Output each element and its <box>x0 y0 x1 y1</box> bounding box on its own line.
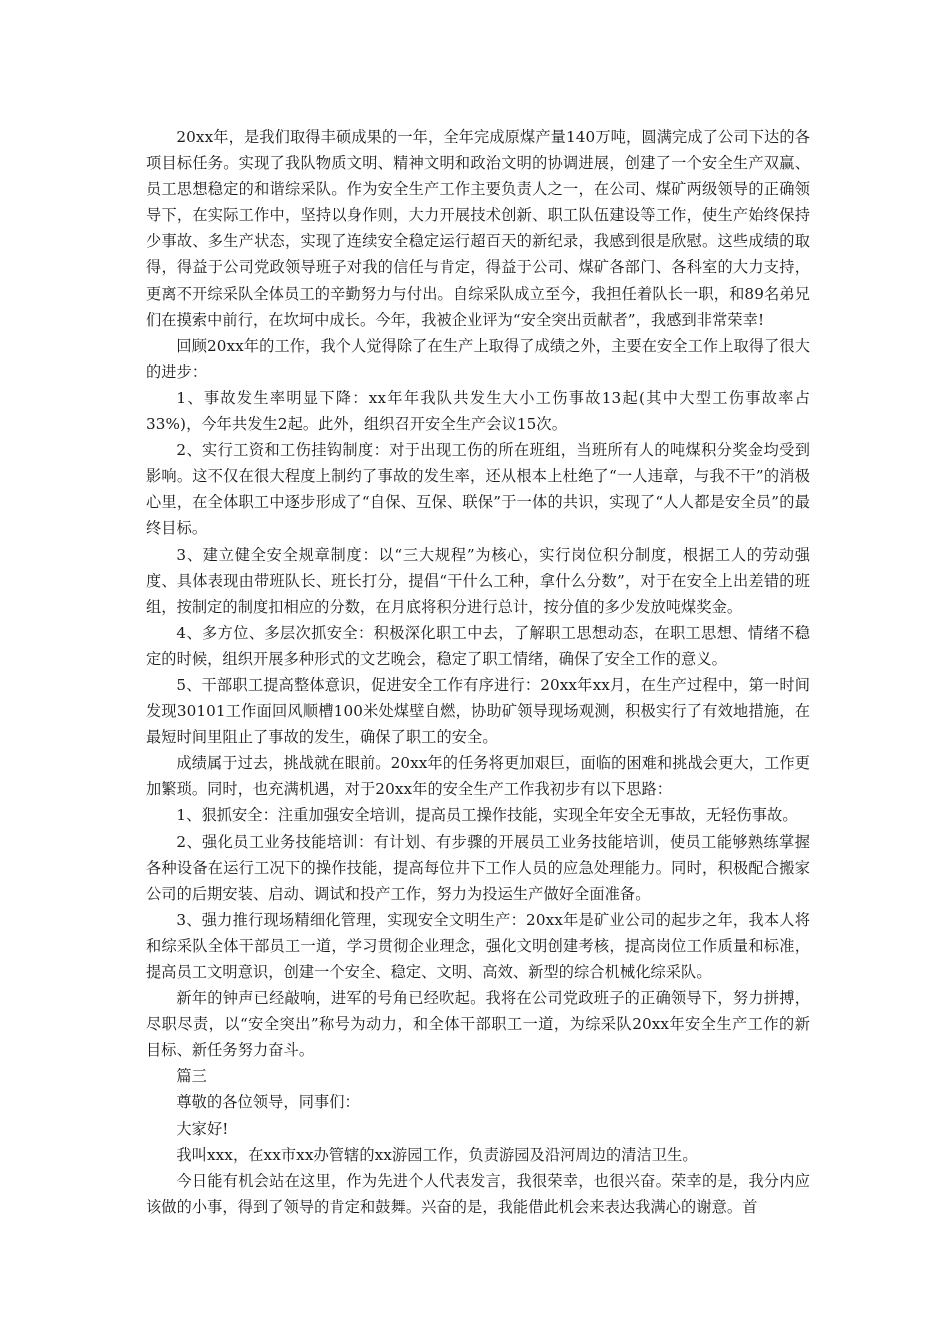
paragraph-item-4: 4、多方位、多层次抓安全：积极深化职工中去，了解职工思想动态，在职工思想、情绪不稳定的时候，组织开展多种形式的文艺晚会，稳定了职工情绪，确保了安全工作的意义。 <box>146 623 810 668</box>
paragraph-plan-2: 2、强化员工业务技能培训：有计划、有步骤的开展员工业务技能培训，使员工能够熟练掌握各种设备在运行工况下的操作技能，提高每位井下工作人员的应急处理能力。同时，积极配合搬家公司的后期安装、启动、调试和投产工作，努力为投运生产做好全面准备。 <box>146 832 810 903</box>
paragraph-intro: 20xx年，是我们取得丰硕成果的一年，全年完成原煤产量140万吨，圆满完成了公司下达的各项目标任务。实现了我队物质文明、精神文明和政治文明的协调进展，创建了一个安全生产双赢、员工思想稳定的和谐综采队。作为安全生产工作主要负责人之一，在公司、煤矿两级领导的正确领导下，在实际工作中，坚持以身作则，大力开展技术创新、职工队伍建设等工作，使生产始终保持少事故、多生产状态，实现了连续安全稳定运行超百天的新纪录，我感到很是欣慰。这些成绩的取得，得益于公司党政领导班子对我的信任与肯定，得益于公司、煤矿各部门、各科室的大力支持，更离不开综采队全体员工的辛勤努力与付出。自综采队成立至今，我担任着队长一职，和89名弟兄们在摸索中前行，在坎坷中成长。今年，我被企业评为“安全突出贡献者”，我感到非常荣幸! <box>146 128 810 329</box>
paragraph-item-5: 5、干部职工提高整体意识，促进安全工作有序进行：20xx年xx月，在生产过程中，第一时间发现30101工作面回风顺槽100米处煤壁自燃，协助矿领导现场观测，积极实行了有效地措施，在最短时间里阻止了事故的发生，确保了职工的安全。 <box>146 675 810 747</box>
paragraph-closing: 新年的钟声已经敲响，进军的号角已经吹起。我将在公司党政班子的正确领导下，努力拼搏，尽职尽责，以“安全突出”称号为动力，和全体干部职工一道，为综采队20xx年安全生产工作的新目标、新任务努力奋斗。 <box>146 989 810 1060</box>
paragraph-review: 回顾20xx年的工作，我个人觉得除了在生产上取得了成绩之外，主要在安全工作上取得了很大的进步： <box>146 336 810 381</box>
paragraph-speech: 今日能有机会站在这里，作为先进个人代表发言，我很荣幸，也很兴奋。荣幸的是，我分内应该做的小事，得到了领导的肯定和鼓舞。兴奋的是，我能借此机会来表达我满心的谢意。首 <box>146 1171 810 1216</box>
paragraph-plan-1: 1、狠抓安全：注重加强安全培训，提高员工操作技能，实现全年安全无事故，无轻伤事故。 <box>176 806 798 825</box>
paragraph-greeting: 大家好! <box>176 1119 229 1138</box>
paragraph-self-intro: 我叫xxx，在xx市xx办管辖的xx游园工作，负责游园及沿河周边的清洁卫生。 <box>176 1145 698 1164</box>
paragraph-item-2: 2、实行工资和工伤挂钩制度：对于出现工伤的所在班组，当班所有人的吨煤积分奖金均受到影响。这不仅在很大程度上制约了事故的发生率，还从根本上杜绝了“一人违章，与我不干”的消极心里，在全体职工中逐步形成了“自保、互保、联保”于一体的共识，实现了“人人都是安全员”的最终目标。 <box>146 441 810 538</box>
paragraph-item-1: 1、事故发生率明显下降：xx年年我队共发生大小工伤事故13起(其中大型工伤事故率占33%)，今年共发生2起。此外，组织召开安全生产会议15次。 <box>146 388 810 434</box>
paragraph-salutation: 尊敬的各位领导，同事们： <box>176 1093 360 1112</box>
paragraph-item-3: 3、建立健全安全规章制度：以“三大规程”为核心，实行岗位积分制度，根据工人的劳动强度、具体表现由带班队长、班长打分，提倡“干什么工种，拿什么分数”，对于在安全上出差错的班组，按制定的制度扣相应的分数，在月底将积分进行总计，按分值的多少发放吨煤奖金。 <box>146 545 810 616</box>
section-heading: 篇三 <box>176 1067 207 1086</box>
paragraph-outlook: 成绩属于过去，挑战就在眼前。20xx年的任务将更加艰巨，面临的困难和挑战会更大，工作更加繁琐。同时，也充满机遇，对于20xx年的安全生产工作我初步有以下思路： <box>146 754 810 799</box>
document-body <box>146 124 810 1220</box>
paragraph-plan-3: 3、强力推行现场精细化管理，实现安全文明生产：20xx年是矿业公司的起步之年，我本人将和综采队全体干部员工一道，学习贯彻企业理念，强化文明创建考核，提高岗位工作质量和标准，提高员工文明意识，创建一个安全、稳定、文明、高效、新型的综合机械化综采队。 <box>146 910 810 981</box>
